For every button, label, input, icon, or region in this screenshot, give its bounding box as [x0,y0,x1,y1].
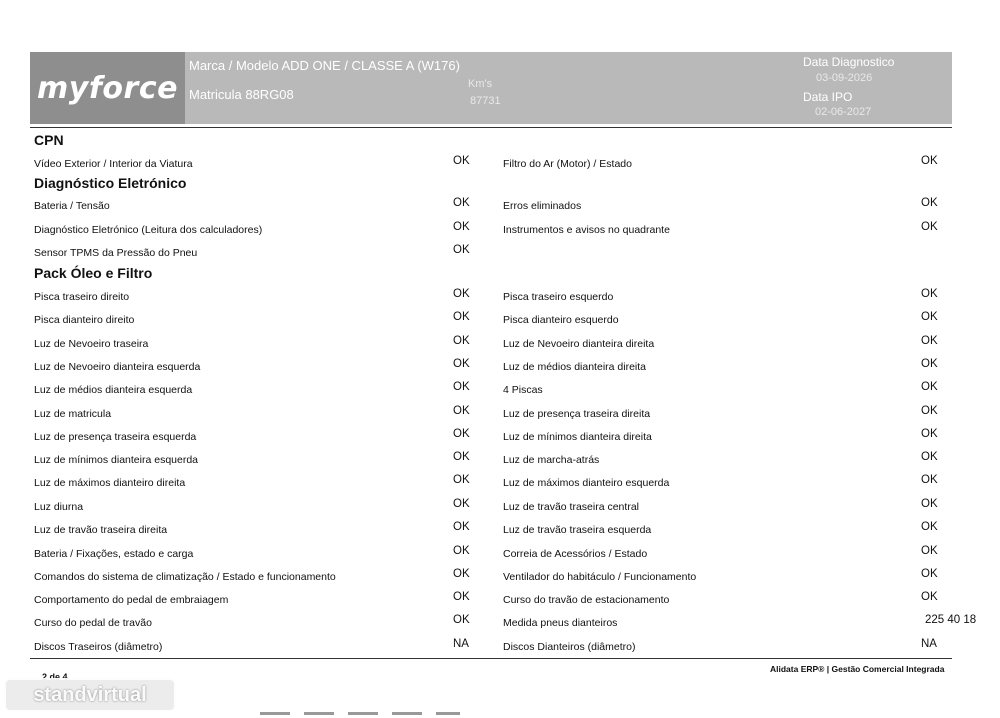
vehicle-plate: Matricula 88RG08 [189,87,294,102]
check-item-status: OK [921,591,938,603]
check-item-status: OK [453,405,470,417]
check-item-label: Correia de Acessórios / Estado [503,548,648,560]
check-item-status: OK [453,451,470,463]
check-item-status: OK [453,428,470,440]
check-item-status: OK [921,155,938,167]
check-item-label: Luz de presença traseira esquerda [34,431,197,443]
check-item-label: Curso do pedal de travão [34,617,152,629]
kms-value: 87731 [470,95,501,107]
check-item-label: Ventilador do habitáculo / Funcionamento [503,571,697,583]
check-item-status: OK [921,197,938,209]
check-item-status: OK [453,498,470,510]
check-item-label: Medida pneus dianteiros [503,617,618,629]
check-item-status: OK [921,451,938,463]
check-item-status: OK [453,288,470,300]
check-item-status: OK [921,474,938,486]
check-item-label: Luz de médios dianteira direita [503,361,647,373]
check-item-status: NA [453,638,469,650]
check-item-status: OK [921,221,938,233]
check-item-status: OK [453,221,470,233]
footer-divider [30,658,952,659]
check-item-status: OK [921,311,938,323]
check-item-label: Pisca dianteiro direito [34,314,135,326]
check-item-status: OK [921,405,938,417]
header-divider [30,127,952,128]
check-item-status: OK [453,155,470,167]
check-item-status: 225 40 18 [925,614,977,626]
check-item-label: Luz de máximos dianteiro direita [34,477,186,489]
check-item-label: Bateria / Tensão [34,200,110,212]
check-item-label: Luz de Nevoeiro traseira [34,338,149,350]
check-item-status: OK [453,545,470,557]
check-item-status: OK [921,335,938,347]
check-item-label: Luz de travão traseira esquerda [503,524,652,536]
check-item-label: Luz de mínimos dianteira direita [503,431,652,443]
check-item-label: Luz de mínimos dianteira esquerda [34,454,199,466]
check-item-label: Filtro do Ar (Motor) / Estado [503,158,632,170]
check-item-label: Luz diurna [34,501,84,513]
check-item-label: Diagnóstico Eletrónico (Leitura dos calculadores) [34,224,263,236]
check-item-label: Luz de Nevoeiro dianteira esquerda [34,361,201,373]
diagnostic-date-label: Data Diagnostico [803,55,895,69]
check-item-status: OK [453,568,470,580]
check-item-label: Luz de médios dianteira esquerda [34,384,193,396]
check-item-status: OK [453,614,470,626]
section-title-pack: Pack Óleo e Filtro [34,265,153,281]
page-number: 2 de 4 [42,672,68,682]
check-item-status: OK [921,381,938,393]
section-title-diagnostico: Diagnóstico Eletrónico [34,175,187,191]
check-item-status: OK [921,498,938,510]
check-item-label: Luz de máximos dianteiro esquerda [503,477,670,489]
section-title-cpn: CPN [34,132,64,148]
check-item-status: OK [453,474,470,486]
check-item-label: Pisca traseiro esquerdo [503,291,614,303]
check-item-label: Erros eliminados [503,200,582,212]
check-item-label: Instrumentos e avisos no quadrante [503,224,670,236]
check-item-status: OK [453,244,470,256]
check-item-status: OK [921,545,938,557]
check-item-status: OK [921,358,938,370]
check-item-label: 4 Piscas [503,384,543,396]
ipo-date-value: 02-06-2027 [815,106,872,118]
check-item-label: Luz de marcha-atrás [503,454,600,466]
check-item-label: Sensor TPMS da Pressão do Pneu [34,247,198,259]
check-item-label: Luz de matricula [34,408,112,420]
check-item-status: OK [453,358,470,370]
check-item-label: Luz de presença traseira direita [503,408,651,420]
check-item-label: Pisca dianteiro esquerdo [503,314,619,326]
check-item-label: Pisca traseiro direito [34,291,130,303]
brand-logo [30,52,185,124]
check-item-status: OK [453,591,470,603]
check-item-label: Vídeo Exterior / Interior da Viatura [34,158,193,170]
check-item-status: OK [453,335,470,347]
watermark-logo: standvirtual [4,678,176,712]
check-item-label: Curso do travão de estacionamento [503,594,670,606]
check-item-label: Bateria / Fixações, estado e carga [34,548,194,560]
erp-credit: Alidata ERP® | Gestão Comercial Integrada [770,664,945,674]
check-item-status: OK [453,381,470,393]
check-item-status: OK [921,288,938,300]
check-item-status: OK [921,428,938,440]
check-item-label: Discos Dianteiros (diâmetro) [503,641,636,653]
vehicle-model: Marca / Modelo ADD ONE / CLASSE A (W176) [189,58,460,73]
check-item-label: Comportamento do pedal de embraiagem [34,594,229,606]
check-item-status: OK [453,311,470,323]
check-item-status: OK [921,568,938,580]
ipo-date-label: Data IPO [803,90,853,104]
bottom-page-fragment [260,712,460,715]
check-item-label: Discos Traseiros (diâmetro) [34,641,163,653]
check-item-label: Luz de travão traseira central [503,501,639,513]
check-item-label: Luz de travão traseira direita [34,524,168,536]
check-item-status: OK [453,521,470,533]
diagnostic-date-value: 03-09-2026 [816,72,873,84]
kms-label: Km's [468,78,493,90]
check-item-status: OK [921,521,938,533]
check-item-status: NA [921,638,937,650]
check-item-label: Luz de Nevoeiro dianteira direita [503,338,655,350]
check-item-status: OK [453,197,470,209]
brand-logo-text: myforce [37,70,178,106]
check-item-label: Comandos do sistema de climatização / Estado e funcionamento [34,571,336,583]
